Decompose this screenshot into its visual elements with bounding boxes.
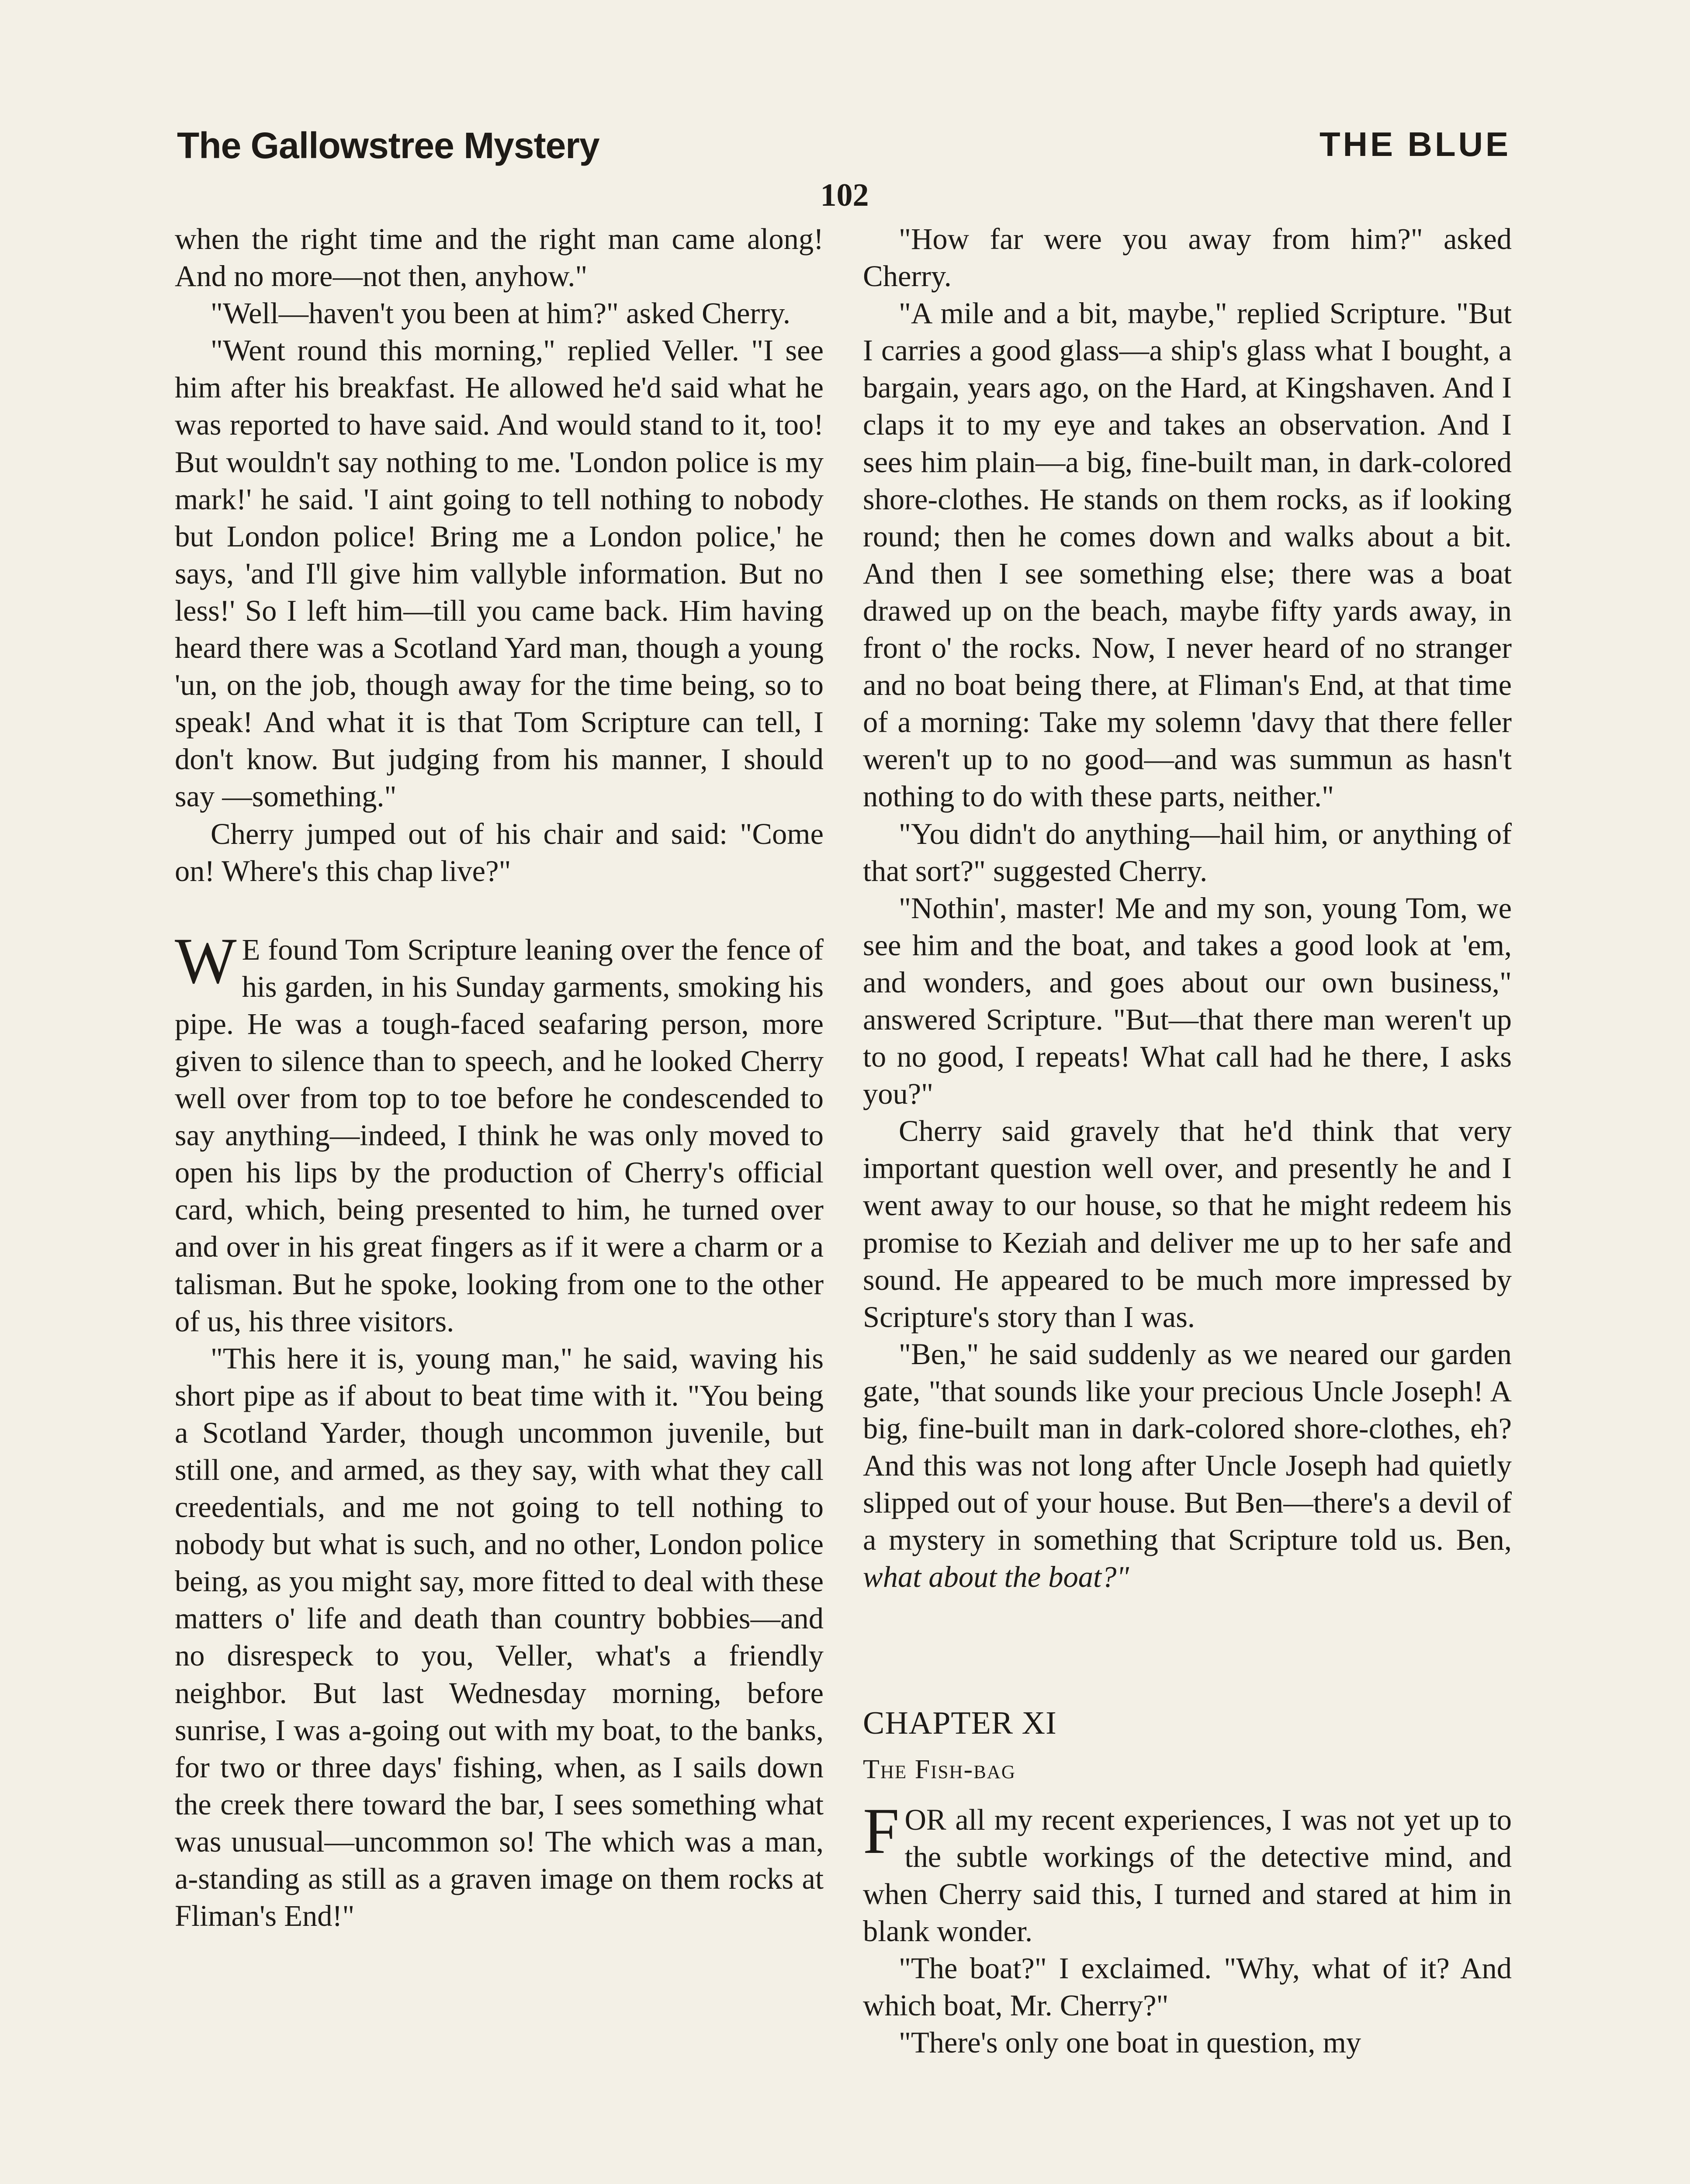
paragraph [863,1336,1512,1596]
chapter-subtitle: The Fish-bag [863,1754,1016,1784]
drop-cap: W [175,924,237,997]
paragraph: "How far were you away from him?" asked Cherry. [863,222,1512,293]
italic-text: what about the boat?" [863,1560,1129,1594]
paragraph: "This here it is, young man," he said, waving his short pipe as if about to beat time with it. "You being a Scotland Yarder, though uncommon juvenile, but still one, and armed, as they say, with what they call creedentials, and me not going to tell nothing to nobody but what is such, and no other, London police being, as you might say, more fitted to deal with these matters o' life and death than country bobbies—and no disrespeck to you, Veller, what's a friendly neighbor. But last Wednesday morning, before sunrise, I was a-going out with my boat, to the banks, for two or three days' fishing, when, as I sails down the creek there toward the bar, I sees something what was unusual—uncommon so! The which was a man, a-standing as still as a graven image on them rocks at Fliman's End!" [175,1341,824,1933]
paragraph: "Went round this morning," replied Veller. "I see him after his breakfast. He allowed he'd said what he was reported to have said. And would stand to it, too! But wouldn't say nothing to me. 'London police is my mark!' he said. 'I aint going to tell nothing to nobody but London police! Bring me a London police,' he says, 'and I'll give him vallyble information. But no less!' So I left him—till you came back. Him having heard there was a Scotland Yard man, though a young 'un, on the job, though away for the time being, so to speak! And what it is that Tom Scripture can tell, I don't know. But judging from his manner, I should say —something." [175,334,824,813]
paragraph: "There's only one boat in question, my [899,2026,1361,2060]
paragraph: "You didn't do anything—hail him, or anything of that sort?" suggested Cherry. [863,817,1512,888]
chapter-title: CHAPTER XI [863,1705,1057,1742]
paragraph [175,924,824,1340]
magazine-name: THE BLUE [1319,125,1511,163]
paragraph-text: E found Tom Scripture leaning over the fence of his garden, in his Sunday garments, smoking his pipe. He was a tough-faced seafaring person, more given to silence than to speech, and he looked Cherry well over from top to toe before he condescended to say anything—indeed, I think he was only moved to open his lips by the production of Cherry's official card, which, being presented to him, he turned over and over in his great fingers as if it were a charm or a talisman. But he spoke, looking from one to the other of us, his three visitors. [175,933,824,1338]
paragraph [863,1794,1512,1950]
paragraph: "The boat?" I exclaimed. "Why, what of it? And which boat, Mr. Cherry?" [863,1952,1512,2022]
paragraph: Cherry said gravely that he'd think that very important question well over, and presently he and I went away to our house, so that he might redeem his promise to Keziah and deliver me up to her safe and sound. He appeared to be much more impressed by Scripture's story than I was. [863,1114,1512,1334]
paragraph: "Nothin', master! Me and my son, young Tom, we see him and the boat, and takes a good look at 'em, and wonders, and goes about our own business," answered Scripture. "But—that there man weren't up to no good, I repeats! What call had he there, I asks you?" [863,891,1512,1111]
paragraph: "Well—haven't you been at him?" asked Cherry. [211,297,791,330]
paragraph-text: OR all my recent experiences, I was not yet up to the subtle workings of the detective mind, and when Cherry said this, I turned and stared at him in blank wonder. [863,1803,1512,1948]
paragraph: "A mile and a bit, maybe," replied Scripture. "But I carries a good glass—a ship's glass what I bought, a bargain, years ago, on the Hard, at Kingshaven. And I claps it to my eye and takes an observation. And I sees him plain—a big, fine-built man, in dark-colored shore-clothes. He stands on them rocks, as if looking round; then he comes down and walks about a bit. And then I see something else; there was a boat drawed up on the beach, maybe fifty yards away, in front o' the rocks. Now, I never heard of no stranger and no boat being there, at Fliman's End, at that time of a morning: Take my solemn 'davy that there feller weren't up to no good—and was summun as hasn't nothing to do with these parts, neither." [863,297,1512,813]
paragraph: when the right time and the right man came along! And no more—not then, anyhow." [175,222,824,293]
running-title: The Gallowstree Mystery [177,125,599,166]
page-number: 102 [820,177,869,213]
left-column [175,221,824,1935]
paragraph: Cherry jumped out of his chair and said: "Come on! Where's this chap live?" [175,817,824,888]
right-column [863,221,1512,2061]
paragraph-text: "Ben," he said suddenly as we neared our garden gate, "that sounds like your precious Uncle Joseph! A big, fine-built man in dark-colored shore-clothes, eh? And this was not long after Uncle Joseph had quietly slipped out of your house. But Ben—there's a devil of a mystery in something that Scripture told us. Ben, [863,1337,1512,1557]
drop-cap: F [863,1794,900,1867]
